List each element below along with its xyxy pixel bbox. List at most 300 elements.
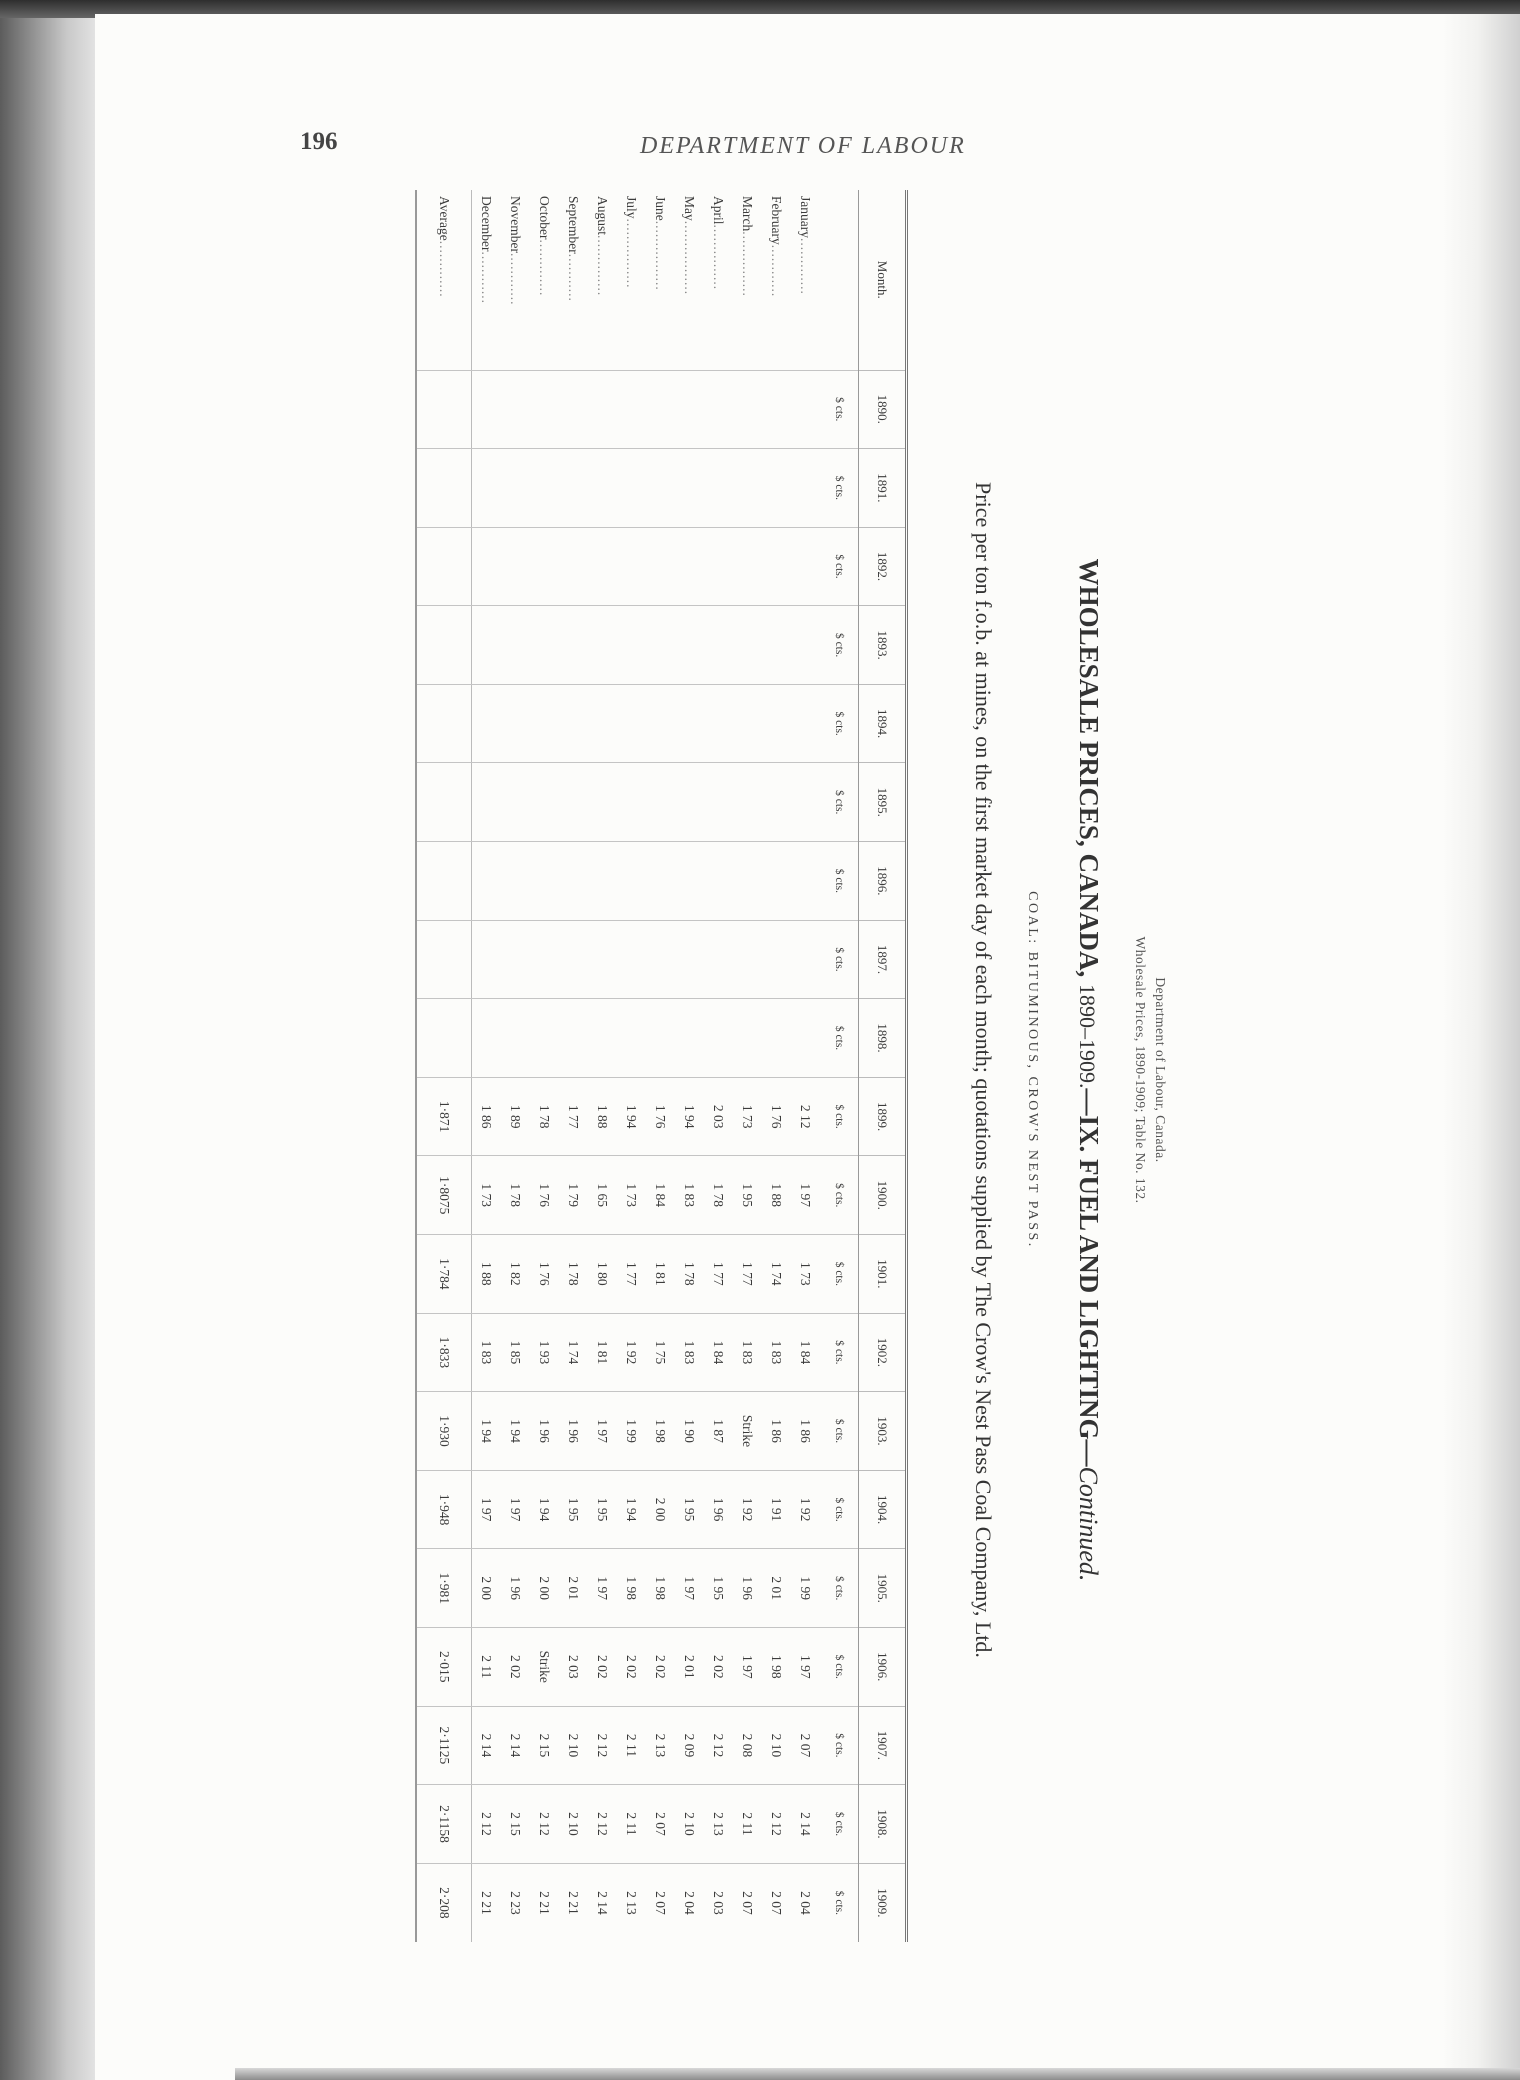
title-section: —IX. FUEL AND LIGHTING— [1074, 1088, 1104, 1467]
price-cell [675, 527, 704, 606]
price-cell: 2 07 [762, 1863, 791, 1942]
price-cell [472, 684, 502, 763]
price-cell [704, 763, 733, 842]
price-cell [416, 920, 472, 999]
unit-cell: $ cts. [820, 370, 859, 449]
price-cell: 2 14 [588, 1863, 617, 1942]
price-cell [530, 527, 559, 606]
price-cell: 1 76 [530, 1156, 559, 1235]
leader-dots: ............. [798, 237, 814, 295]
price-cell: 1 94 [530, 1470, 559, 1549]
price-cell [416, 606, 472, 685]
price-cell: 1 75 [646, 1313, 675, 1392]
price-cell [675, 842, 704, 921]
price-cell [472, 449, 502, 528]
unit-cell: $ cts. [820, 449, 859, 528]
month-label-cell [472, 190, 502, 370]
year-column-header: 1896. [859, 842, 907, 921]
leader-dots: ................. [682, 220, 698, 296]
scan-edge [0, 0, 95, 2080]
price-cell: 1 96 [559, 1392, 588, 1471]
price-cell: 1 86 [791, 1392, 820, 1471]
price-cell: Strike [733, 1392, 762, 1471]
price-cell [559, 370, 588, 449]
price-cell: 2 02 [588, 1628, 617, 1707]
price-cell: 2 12 [588, 1785, 617, 1864]
table-row [472, 190, 502, 1942]
price-cell [530, 999, 559, 1078]
price-cell: 2 07 [733, 1863, 762, 1942]
price-cell: 1 77 [617, 1235, 646, 1314]
price-cell: 1 95 [675, 1470, 704, 1549]
price-cell: 2 12 [791, 1077, 820, 1156]
price-cell: 1·871 [416, 1077, 472, 1156]
price-cell: 1 97 [588, 1549, 617, 1628]
price-cell: 1 77 [704, 1235, 733, 1314]
price-cell: 1 86 [472, 1077, 502, 1156]
price-cell [472, 527, 502, 606]
leader-dots: ............. [437, 240, 452, 298]
price-cell [733, 449, 762, 528]
price-cell [646, 842, 675, 921]
price-cell: 1 81 [588, 1313, 617, 1392]
month-column-header: Month. [859, 190, 907, 370]
price-cell [762, 763, 791, 842]
price-cell [733, 999, 762, 1078]
price-cell: 1 83 [733, 1313, 762, 1392]
price-cell [588, 370, 617, 449]
price-cell: 2 01 [762, 1549, 791, 1628]
price-cell: 1 73 [733, 1077, 762, 1156]
price-cell [530, 842, 559, 921]
price-cell: 1 92 [617, 1313, 646, 1392]
price-cell: 2 12 [762, 1785, 791, 1864]
price-cell [762, 684, 791, 763]
price-cell [472, 842, 502, 921]
price-cell: 2 11 [472, 1628, 502, 1707]
price-cell: 1 78 [704, 1156, 733, 1235]
scan-bottom-edge [235, 2068, 1520, 2080]
year-column-header: 1897. [859, 920, 907, 999]
month-label-cell [791, 190, 820, 370]
price-cell [617, 370, 646, 449]
year-column-header: 1906. [859, 1628, 907, 1707]
price-cell [704, 527, 733, 606]
price-cell: 2 13 [617, 1863, 646, 1942]
price-cell [472, 763, 502, 842]
price-cell [646, 606, 675, 685]
price-cell: 2 23 [501, 1863, 530, 1942]
price-cell [530, 684, 559, 763]
price-cell [416, 999, 472, 1078]
month-label: November [508, 196, 524, 253]
unit-cell: $ cts. [820, 999, 859, 1078]
price-cell: 2 12 [472, 1785, 502, 1864]
unit-cell: $ cts. [820, 1628, 859, 1707]
unit-row [820, 190, 859, 1942]
price-cell: 1 97 [588, 1392, 617, 1471]
price-cell: 1 91 [762, 1470, 791, 1549]
year-column-header: 1891. [859, 449, 907, 528]
price-cell: 2 04 [791, 1863, 820, 1942]
price-cell: 2 03 [704, 1077, 733, 1156]
leader-dots: ............. [537, 239, 553, 297]
price-cell [472, 999, 502, 1078]
price-cell [791, 999, 820, 1078]
price-cell [646, 449, 675, 528]
price-cell [416, 684, 472, 763]
unit-cell: $ cts. [820, 1077, 859, 1156]
price-cell [704, 606, 733, 685]
table-caption: Price per ton f.o.b. at mines, on the first market day of each month; quotations supplied by The Crow's Nest Pass Coal Company, Ltd. [971, 482, 996, 1658]
price-cell: 2 12 [530, 1785, 559, 1864]
price-cell [501, 527, 530, 606]
price-cell [501, 920, 530, 999]
unit-cell: $ cts. [820, 1863, 859, 1942]
price-cell: 1 88 [588, 1077, 617, 1156]
price-cell [588, 449, 617, 528]
price-cell: 1 94 [675, 1077, 704, 1156]
price-cell: 1 96 [530, 1392, 559, 1471]
price-cell [646, 527, 675, 606]
price-cell: 1 80 [588, 1235, 617, 1314]
year-column-header: 1905. [859, 1549, 907, 1628]
price-cell: 1 77 [559, 1077, 588, 1156]
month-label-cell [530, 190, 559, 370]
year-column-header: 1893. [859, 606, 907, 685]
leader-dots: ............... [711, 224, 727, 291]
month-label: July [624, 196, 640, 219]
price-cell [501, 763, 530, 842]
month-label-cell [501, 190, 530, 370]
price-cell: 1 83 [472, 1313, 502, 1392]
table-row [617, 190, 646, 1942]
page-number: 196 [300, 128, 338, 155]
price-cell: 2·1158 [416, 1785, 472, 1864]
year-column-header: 1900. [859, 1156, 907, 1235]
price-cell [733, 370, 762, 449]
month-label-cell [646, 190, 675, 370]
price-cell: 1 92 [733, 1470, 762, 1549]
price-cell [675, 606, 704, 685]
price-cell [733, 684, 762, 763]
price-cell: 1 65 [588, 1156, 617, 1235]
price-cell [617, 999, 646, 1078]
unit-cell: $ cts. [820, 920, 859, 999]
price-cell: 1 79 [559, 1156, 588, 1235]
price-cell: 1 88 [762, 1156, 791, 1235]
month-label-cell [617, 190, 646, 370]
price-cell: 2 07 [791, 1706, 820, 1785]
month-label: March [740, 196, 756, 232]
price-cell: 1 97 [791, 1628, 820, 1707]
unit-cell: $ cts. [820, 1235, 859, 1314]
month-label-cell [559, 190, 588, 370]
price-cell: 1 95 [733, 1156, 762, 1235]
unit-cell: $ cts. [820, 842, 859, 921]
price-cell [559, 684, 588, 763]
price-cell [588, 606, 617, 685]
table-row [588, 190, 617, 1942]
price-cell: 2 13 [704, 1785, 733, 1864]
price-cell [704, 920, 733, 999]
price-cell [617, 842, 646, 921]
price-cell: 1 84 [646, 1156, 675, 1235]
price-cell: 1 76 [530, 1235, 559, 1314]
price-cell [617, 606, 646, 685]
price-cell: 2 15 [501, 1785, 530, 1864]
price-cell [646, 684, 675, 763]
year-column-header: 1892. [859, 527, 907, 606]
price-cell: 1 83 [675, 1156, 704, 1235]
price-cell: 1 82 [501, 1235, 530, 1314]
price-cell: 1 96 [501, 1549, 530, 1628]
price-cell: 2 02 [704, 1628, 733, 1707]
price-cell: 1 92 [791, 1470, 820, 1549]
price-cell [588, 763, 617, 842]
price-cell: 1 81 [646, 1235, 675, 1314]
price-cell [646, 999, 675, 1078]
price-cell: 1 78 [501, 1156, 530, 1235]
month-label: September [566, 196, 582, 254]
price-cell [617, 449, 646, 528]
price-cell: 2·208 [416, 1863, 472, 1942]
price-cell [530, 370, 559, 449]
unit-cell: $ cts. [820, 1785, 859, 1864]
price-cell [675, 999, 704, 1078]
price-cell: 2 21 [530, 1863, 559, 1942]
price-cell: 2 04 [675, 1863, 704, 1942]
price-cell: 2 14 [472, 1706, 502, 1785]
price-cell [559, 763, 588, 842]
price-cell: 1 95 [588, 1470, 617, 1549]
price-cell: 2 02 [501, 1628, 530, 1707]
price-cell: 1 73 [791, 1235, 820, 1314]
price-cell: 1 96 [733, 1549, 762, 1628]
price-cell: 2 00 [530, 1549, 559, 1628]
price-cell [791, 842, 820, 921]
price-cell: 2 00 [472, 1549, 502, 1628]
price-cell [791, 684, 820, 763]
price-cell: 1 74 [762, 1235, 791, 1314]
price-cell: 1 78 [675, 1235, 704, 1314]
price-cell [617, 527, 646, 606]
leader-dots: ............ [508, 252, 524, 306]
title-main: WHOLESALE PRICES, CANADA, [1074, 558, 1104, 978]
unit-cell: $ cts. [820, 763, 859, 842]
unit-cell: $ cts. [820, 1313, 859, 1392]
price-cell: 1·8075 [416, 1156, 472, 1235]
price-cell: 2 07 [646, 1785, 675, 1864]
leader-dots: .............. [595, 235, 611, 297]
price-cell: 2 12 [588, 1706, 617, 1785]
price-cell [530, 763, 559, 842]
price-cell: 2 09 [675, 1706, 704, 1785]
price-cell [762, 449, 791, 528]
price-cell [416, 763, 472, 842]
price-cell: 1 83 [675, 1313, 704, 1392]
price-cell [559, 449, 588, 528]
price-cell [791, 370, 820, 449]
price-cell [559, 842, 588, 921]
year-column-header: 1898. [859, 999, 907, 1078]
price-cell [791, 449, 820, 528]
month-label: January [798, 196, 814, 238]
leader-dots: ............ [769, 244, 785, 298]
table-row [762, 190, 791, 1942]
price-cell: 1·981 [416, 1549, 472, 1628]
leader-dots: ............ [479, 251, 495, 304]
price-cell: 2 10 [762, 1706, 791, 1785]
price-cell: 1 74 [559, 1313, 588, 1392]
price-cell: 1 89 [501, 1077, 530, 1156]
price-cell [704, 842, 733, 921]
rotated-table-plate [310, 180, 1170, 1960]
price-cell: 1 85 [501, 1313, 530, 1392]
running-head: DEPARTMENT OF LABOUR [640, 133, 966, 159]
year-column-header: 1907. [859, 1706, 907, 1785]
leader-dots: ............... [740, 231, 756, 297]
price-cell [588, 527, 617, 606]
unit-cell: $ cts. [820, 1470, 859, 1549]
price-cell [416, 370, 472, 449]
price-cell: 2 08 [733, 1706, 762, 1785]
price-cell [416, 449, 472, 528]
price-cell [530, 920, 559, 999]
price-cell: 1 76 [646, 1077, 675, 1156]
price-cell [704, 370, 733, 449]
price-cell: 2·1125 [416, 1706, 472, 1785]
price-cell [791, 606, 820, 685]
table-row [501, 190, 530, 1942]
table-row [559, 190, 588, 1942]
price-cell [791, 527, 820, 606]
price-cell: 2 11 [617, 1706, 646, 1785]
price-cell [472, 606, 502, 685]
price-cell [646, 763, 675, 842]
price-cell: 1 95 [559, 1470, 588, 1549]
price-cell [675, 449, 704, 528]
price-table [415, 190, 908, 1942]
price-cell: 2 14 [501, 1706, 530, 1785]
price-cell: 2 14 [791, 1785, 820, 1864]
leader-dots: ................ [653, 220, 669, 291]
price-cell: 1 73 [472, 1156, 502, 1235]
month-label-cell [704, 190, 733, 370]
price-cell [733, 842, 762, 921]
price-cell [762, 842, 791, 921]
price-cell: 2·015 [416, 1628, 472, 1707]
unit-cell: $ cts. [820, 527, 859, 606]
average-row [416, 190, 472, 1942]
month-label: December [479, 196, 495, 252]
price-cell [559, 999, 588, 1078]
month-label: June [653, 196, 669, 221]
price-cell: 1 90 [675, 1392, 704, 1471]
table-row [530, 190, 559, 1942]
price-cell: 1 98 [646, 1392, 675, 1471]
price-cell [617, 763, 646, 842]
price-cell: 2 21 [559, 1863, 588, 1942]
price-cell: 2 00 [646, 1470, 675, 1549]
year-column-header: 1908. [859, 1785, 907, 1864]
year-column-header: 1890. [859, 370, 907, 449]
price-cell [646, 370, 675, 449]
price-cell: 1 97 [472, 1470, 502, 1549]
price-cell: 1 99 [791, 1549, 820, 1628]
price-cell: 2 10 [559, 1706, 588, 1785]
price-cell: 1 97 [733, 1628, 762, 1707]
unit-row-spacer [820, 190, 859, 370]
year-column-header: 1894. [859, 684, 907, 763]
main-title [1073, 180, 1104, 1960]
price-cell [501, 449, 530, 528]
price-cell [704, 684, 733, 763]
price-cell: 1 98 [762, 1628, 791, 1707]
price-cell: 1 94 [472, 1392, 502, 1471]
price-cell [762, 527, 791, 606]
year-column-header: 1903. [859, 1392, 907, 1471]
unit-cell: $ cts. [820, 606, 859, 685]
price-cell: 1 78 [530, 1077, 559, 1156]
price-cell [704, 999, 733, 1078]
price-cell: 1 98 [646, 1549, 675, 1628]
price-cell [762, 606, 791, 685]
price-cell [617, 920, 646, 999]
price-cell: 2 21 [472, 1863, 502, 1942]
price-cell [646, 920, 675, 999]
price-cell [733, 920, 762, 999]
price-cell: 2 11 [733, 1785, 762, 1864]
price-cell [675, 763, 704, 842]
price-cell: 1·833 [416, 1313, 472, 1392]
header-row [859, 190, 907, 1942]
month-label-cell [733, 190, 762, 370]
price-cell: 2 13 [646, 1706, 675, 1785]
price-cell [472, 370, 502, 449]
price-cell: 2 10 [675, 1785, 704, 1864]
price-cell: 2 10 [559, 1785, 588, 1864]
price-cell: 2 01 [559, 1549, 588, 1628]
price-cell [675, 370, 704, 449]
price-cell [501, 684, 530, 763]
price-cell [588, 842, 617, 921]
price-cell [588, 920, 617, 999]
price-cell: 1 94 [617, 1470, 646, 1549]
price-cell: 1·784 [416, 1235, 472, 1314]
year-column-header: 1902. [859, 1313, 907, 1392]
price-cell [791, 763, 820, 842]
year-column-header: 1899. [859, 1077, 907, 1156]
price-cell: 1 94 [501, 1392, 530, 1471]
reference-line-1: Department of Labour, Canada. [1153, 977, 1168, 1163]
price-cell [559, 920, 588, 999]
table-subtitle: COAL: BITUMINOUS, CROW'S NEST PASS. [1025, 891, 1040, 1249]
price-cell [501, 999, 530, 1078]
price-cell: 1 98 [617, 1549, 646, 1628]
table-row [733, 190, 762, 1942]
price-cell: 1 97 [791, 1156, 820, 1235]
price-cell: 1·948 [416, 1470, 472, 1549]
month-label: October [537, 196, 553, 240]
price-cell [733, 763, 762, 842]
price-cell [416, 527, 472, 606]
table-row [704, 190, 733, 1942]
month-label-cell [762, 190, 791, 370]
price-cell: 2 07 [646, 1863, 675, 1942]
reference-line-2: Wholesale Prices, 1890-1909; Table No. 132. [1133, 936, 1148, 1204]
price-cell: 2 02 [617, 1628, 646, 1707]
